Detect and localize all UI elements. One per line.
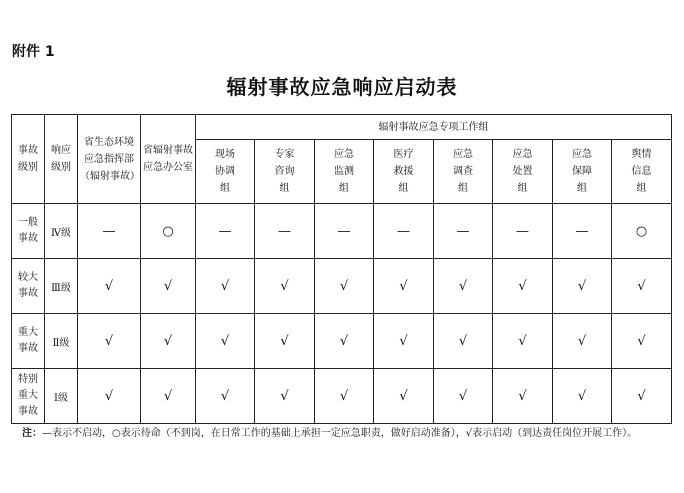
status-mark-cell: √ bbox=[315, 369, 374, 424]
status-mark-cell: — bbox=[553, 204, 612, 259]
table-row bbox=[12, 259, 672, 314]
response-table bbox=[11, 114, 672, 424]
status-mark-cell: √ bbox=[141, 369, 196, 424]
status-mark-cell: — bbox=[493, 204, 553, 259]
event-level-cell: 重大事故 bbox=[12, 314, 45, 369]
status-mark-cell: √ bbox=[434, 369, 493, 424]
status-mark-cell: √ bbox=[315, 259, 374, 314]
status-mark-cell: √ bbox=[374, 259, 434, 314]
group-header: 应急处置组 bbox=[493, 140, 553, 204]
event-level-cell: 较大事故 bbox=[12, 259, 45, 314]
header-event-level: 事故级别 bbox=[12, 115, 45, 204]
status-mark-cell: ○ bbox=[612, 204, 672, 259]
status-mark-cell: — bbox=[374, 204, 434, 259]
status-mark-cell: √ bbox=[553, 259, 612, 314]
page-title: 辐射事故应急响应启动表 bbox=[226, 75, 458, 99]
attachment-label: 附件 1 bbox=[12, 44, 55, 60]
footnote-text: —表示不启动，○表示待命（不到岗，在日常工作的基础上承担一定应急职责，做好启动准备），√表示启动（到达责任岗位开展工作）。 bbox=[42, 428, 638, 439]
status-mark-cell: — bbox=[196, 204, 255, 259]
group-header: 应急监测组 bbox=[315, 140, 374, 204]
footnote bbox=[22, 428, 672, 440]
status-mark-cell: — bbox=[255, 204, 315, 259]
status-mark-cell: √ bbox=[493, 369, 553, 424]
status-mark-cell: — bbox=[315, 204, 374, 259]
status-mark-cell: √ bbox=[315, 314, 374, 369]
status-mark-cell: √ bbox=[493, 314, 553, 369]
group-header: 舆情信息组 bbox=[612, 140, 672, 204]
status-mark-cell: √ bbox=[255, 259, 315, 314]
status-mark-cell: √ bbox=[553, 369, 612, 424]
status-mark-cell: √ bbox=[141, 259, 196, 314]
status-mark-cell: √ bbox=[374, 314, 434, 369]
event-level-cell: 一般事故 bbox=[12, 204, 45, 259]
status-mark-cell: √ bbox=[78, 259, 141, 314]
group-header: 现场协调组 bbox=[196, 140, 255, 204]
table-row bbox=[12, 369, 672, 424]
group-header: 应急调查组 bbox=[434, 140, 493, 204]
status-mark-cell: √ bbox=[612, 259, 672, 314]
status-mark-cell: √ bbox=[553, 314, 612, 369]
status-mark-cell: √ bbox=[493, 259, 553, 314]
status-mark-cell: √ bbox=[612, 369, 672, 424]
response-level-cell: Ⅲ级 bbox=[45, 259, 78, 314]
status-mark-cell: √ bbox=[612, 314, 672, 369]
status-mark-cell: — bbox=[78, 204, 141, 259]
group-header: 医疗救援组 bbox=[374, 140, 434, 204]
status-mark-cell: √ bbox=[434, 314, 493, 369]
header-hq: 省生态环境应急指挥部（辐射事故） bbox=[78, 115, 141, 204]
status-mark-cell: √ bbox=[255, 369, 315, 424]
response-level-cell: Ⅰ级 bbox=[45, 369, 78, 424]
status-mark-cell: √ bbox=[196, 369, 255, 424]
response-level-cell: Ⅳ级 bbox=[45, 204, 78, 259]
header-response-level: 响应级别 bbox=[45, 115, 78, 204]
header-row bbox=[12, 115, 672, 140]
status-mark-cell: — bbox=[434, 204, 493, 259]
status-mark-cell: √ bbox=[255, 314, 315, 369]
status-mark-cell: ○ bbox=[141, 204, 196, 259]
group-header: 应急保障组 bbox=[553, 140, 612, 204]
event-level-cell: 特别重大事故 bbox=[12, 369, 45, 424]
status-mark-cell: √ bbox=[196, 259, 255, 314]
header-office: 省辐射事故应急办公室 bbox=[141, 115, 196, 204]
header-groups-title: 辐射事故应急专项工作组 bbox=[196, 115, 672, 140]
footnote-label: 注： bbox=[22, 428, 42, 439]
group-header: 专家咨询组 bbox=[255, 140, 315, 204]
status-mark-cell: √ bbox=[374, 369, 434, 424]
status-mark-cell: √ bbox=[434, 259, 493, 314]
response-level-cell: Ⅱ级 bbox=[45, 314, 78, 369]
status-mark-cell: √ bbox=[196, 314, 255, 369]
table-row bbox=[12, 314, 672, 369]
status-mark-cell: √ bbox=[78, 369, 141, 424]
status-mark-cell: √ bbox=[78, 314, 141, 369]
table-row bbox=[12, 204, 672, 259]
status-mark-cell: √ bbox=[141, 314, 196, 369]
